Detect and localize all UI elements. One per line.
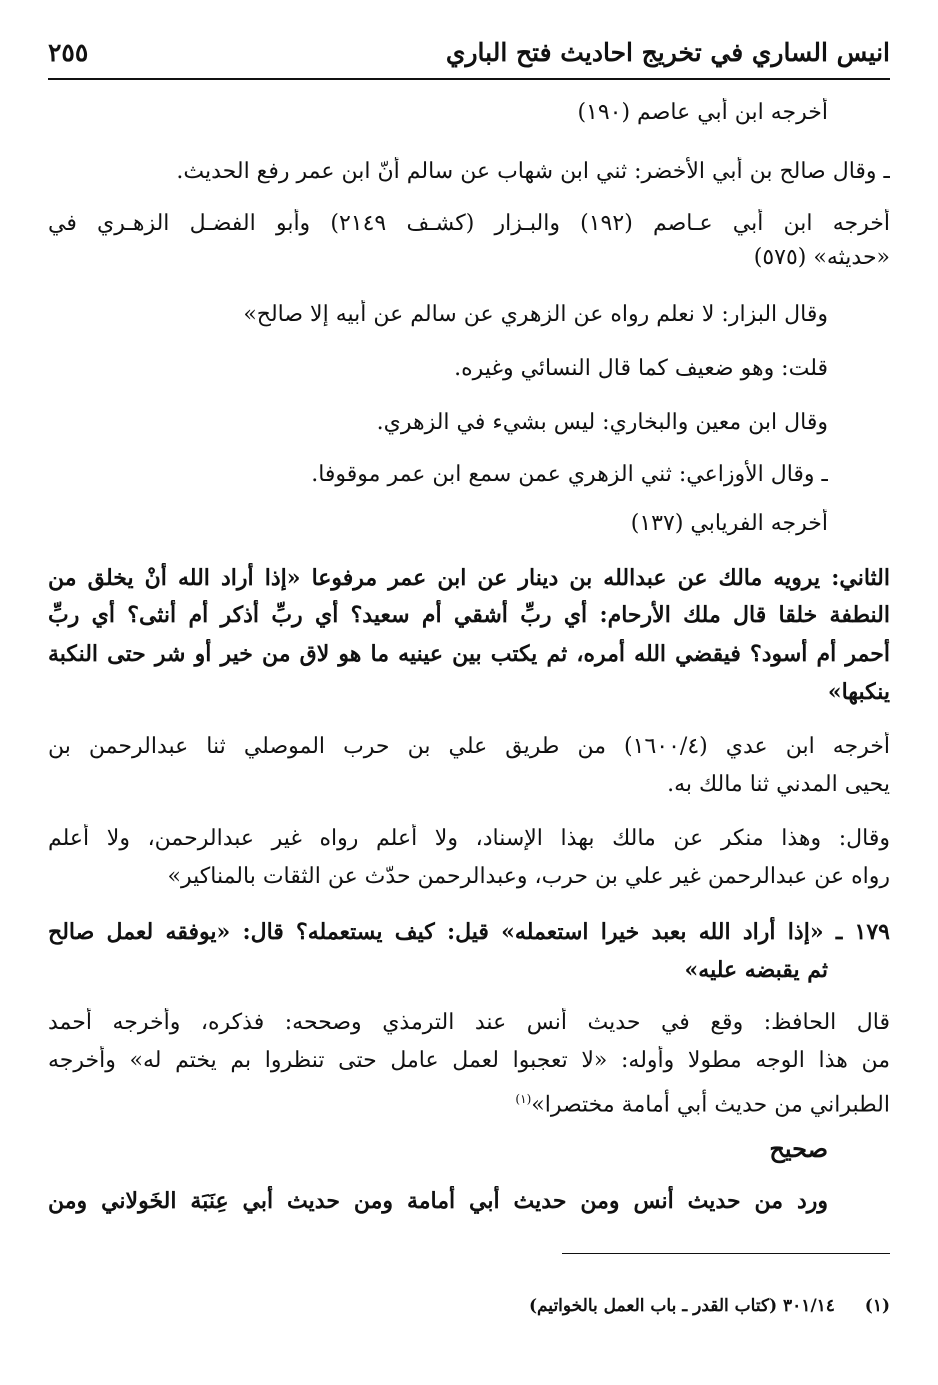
hadith-179-line: ١٧٩ ـ «إذا أراد الله بعبد خيرا استعمله» قيل: كيف يستعمله؟ قال: «يوفقه لعمل صالح [48,919,890,945]
text-line: وقال البزار: لا نعلم رواه عن الزهري عن سالم عن أبيه إلا صالح» [243,302,828,327]
text-line: أخرجه ابن أبي عاصم (١٩٠) [577,100,828,125]
text-line: من هذا الوجه مطولا وأوله: «لا تعجبوا لعمل عامل حتى تنظروا بم يختم له» وأخرجه [48,1048,890,1073]
page-number: ٢٥٥ [48,38,89,67]
text-line: ـ وقال صالح بن أبي الأخضر: ثني ابن شهاب عن سالم أنّ ابن عمر رفع الحديث. [176,159,890,184]
text-line: وقال: وهذا منكر عن مالك بهذا الإسناد، ولا أعلم رواه غير عبدالرحمن، ولا أعلم [48,826,890,851]
text-line: أخرجه الفريابي (١٣٧) [630,511,828,536]
text-line: قلت: وهو ضعيف كما قال النسائي وغيره. [454,356,828,381]
text-line: قال الحافظ: وقع في حديث أنس عند الترمذي وصححه: فذكره، وأخرجه أحمد [48,1010,890,1035]
text-line: يحيى المدني ثنا مالك به. [667,772,890,797]
text-line: أخرجه ابن عدي (١٦٠٠/٤) من طريق علي بن حرب الموصلي ثنا عبدالرحمن بن [48,734,890,759]
footnote-marker: (١) [515,1092,532,1106]
text-line-content: الطبراني من حديث أبي أمامة مختصرا» [531,1092,890,1118]
text-line: أحمر أم أسود؟ فيقضي الله أمره، ثم يكتب بين عينيه ما هو لاق من خير أو شر حتى النكبة [48,641,890,667]
running-title: انيس الساري في تخريج احاديث فتح الباري [445,38,890,67]
text-line: ينكبها» [827,679,890,705]
page-header [48,36,890,80]
text-line: «حديثه» (٥٧٥) [753,245,890,270]
text-line: أخرجه ابن أبي عـاصم (١٩٢) والبـزار (كشـف ٢١٤٩) وأبو الفضـل الزهـري في [48,211,890,236]
text-line: رواه عن عبدالرحمن غير علي بن حرب، وعبدالرحمن حدّث عن الثقات بالمناكير» [167,864,890,889]
text-line: الثاني: يرويه مالك عن عبدالله بن دينار عن ابن عمر مرفوعا «إذا أراد الله أنْ يخلق من [48,565,890,591]
footnote [529,1294,890,1318]
section-heading: صحيح [769,1134,828,1163]
footnote-text: ٣٠١/١٤ (كتاب القدر ـ باب العمل بالخواتيم) [528,1296,835,1316]
text-line: ورد من حديث أنس ومن حديث أبي أمامة ومن حديث أبي عِنَبَة الخَولاني ومن [48,1188,828,1214]
text-line: النطفة خلقا قال ملك الأرحام: أي ربِّ أشقي أم سعيد؟ أي ربِّ أذكر أم أنثى؟ أي ربِّ [48,602,890,628]
footnote-number: (١) [864,1296,890,1316]
hadith-179-line: ثم يقبضه عليه» [684,957,828,983]
text-line [515,1084,890,1120]
footnote-divider [562,1253,890,1254]
text-line: ـ وقال الأوزاعي: ثني الزهري عمن سمع ابن عمر موقوفا. [311,462,828,487]
text-line: وقال ابن معين والبخاري: ليس بشيء في الزهري. [376,410,828,435]
